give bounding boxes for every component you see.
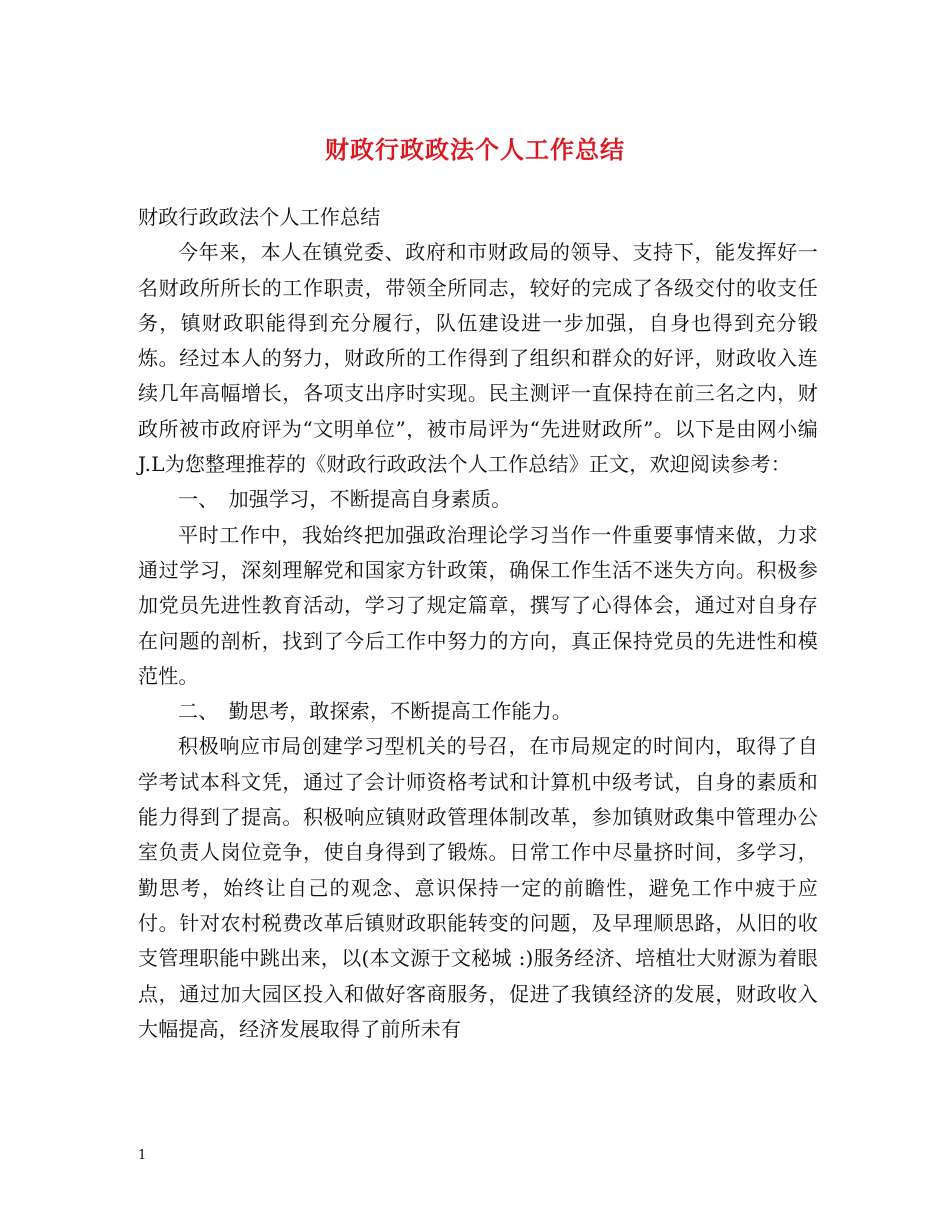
document-subtitle: 财政行政政法个人工作总结 — [138, 205, 381, 229]
paragraph-intro: 今年来，本人在镇党委、政府和市财政局的领导、支持下，能发挥好一名财政所所长的工作职责，带领全所同志，较好的完成了各级交付的收支任务，镇财政职能得到充分履行，队伍建设进一步加强，自身也得到充分锻炼。经过本人的努力，财政所的工作得到了组织和群众的好评，财政收入连续几年高幅增长，各项支出序时实现。民主测评一直保持在前三名之内，财政所被市政府评为“文明单位”，被市局评为“先进财政所”。以下是由网小编J.L为您整理推荐的《财政行政政法个人工作总结》正文，欢迎阅读参考： — [138, 240, 818, 477]
paragraph-study: 平时工作中，我始终把加强政治理论学习当作一件重要事情来做，力求通过学习，深刻理解党和国家方针政策，确保工作生活不迷失方向。积极参加党员先进性教育活动，学习了规定篇章，撰写了心得体会，通过对自身存在问题的剖析，找到了今后工作中努力的方向，真正保持党员的先进性和模范性。 — [138, 522, 818, 688]
section-heading-1: 一、 加强学习，不断提高自身素质。 — [178, 487, 512, 512]
paragraph-ability: 积极响应市局创建学习型机关的号召，在市局规定的时间内，取得了自学考试本科文凭，通过了会计师资格考试和计算机中级考试，自身的素质和能力得到了提高。积极响应镇财政管理体制改革，参加镇财政集中管理办公室负责人岗位竞争，使自身得到了锻炼。日常工作中尽量挤时间，多学习，勤思考，始终让自己的观念、意识保持一定的前瞻性，避免工作中疲于应付。针对农村税费改革后镇财政职能转变的问题，及早理顺思路，从旧的收支管理职能中跳出来，以(本文源于文秘城 :)服务经济、培植壮大财源为着眼点，通过加大园区投入和做好客商服务，促进了我镇经济的发展，财政收入大幅提高，经济发展取得了前所未有 — [138, 734, 818, 1041]
document-title: 财政行政政法个人工作总结 — [325, 135, 625, 164]
document-body — [138, 200, 818, 1047]
section-heading-2: 二、 勤思考，敢探索，不断提高工作能力。 — [178, 699, 572, 724]
page-number: 1 — [138, 1148, 147, 1163]
